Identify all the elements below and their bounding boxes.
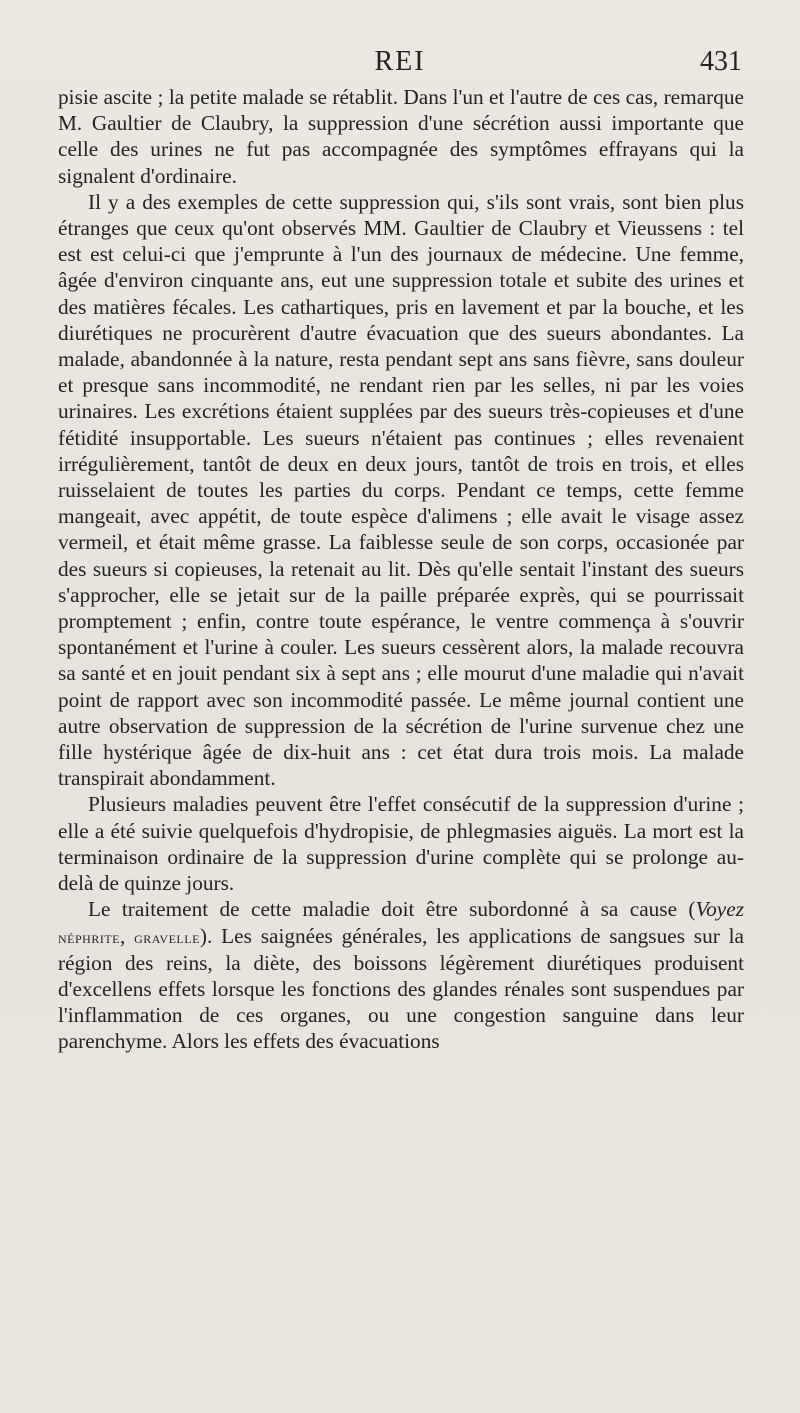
paragraph-4-text-end: ). Les saignées générales, les applications de sangsues sur la région des reins, la diète, des boissons légèrement diurétiques produisent d'excellens effets lorsque les fonctions des glandes rénales sont suspendues par l'inflammation de ces organes, ou une congestion sanguine dans leur parenchyme. Alors les effets des évacuations bbox=[58, 923, 744, 1054]
body-text bbox=[58, 84, 744, 1055]
paragraph-3: Plusieurs maladies peuvent être l'effet consécutif de la suppression d'urine ; elle a été suivie quelquefois d'hydropisie, de phlegmasies aiguës. La mort est la terminaison ordinaire de la suppression d'urine complète qui se prolonge au-delà de quinze jours. bbox=[58, 792, 744, 896]
cross-reference-gravelle: gravelle bbox=[134, 926, 200, 947]
voyez-word: Voyez bbox=[695, 897, 744, 922]
cross-reference-nephrite: néphrite bbox=[58, 926, 120, 947]
paragraph-4 bbox=[58, 896, 744, 1054]
page-number: 431 bbox=[700, 46, 742, 77]
running-head: REI bbox=[374, 46, 426, 77]
paragraph-2: Il y a des exemples de cette suppression qui, s'ils sont vrais, sont bien plus étranges que ceux qu'ont observés MM. Gaultier de Claubry et Vieussens : tel est est celui-ci que j'emprunte à l'un des journaux de médecine. Une femme, âgée d'environ cinquante ans, eut une suppression totale et subite des urines et des matières fécales. Les cathartiques, pris en lavement et par la bouche, et les diurétiques ne procurèrent d'autre évacuation que des sueurs abondantes. La malade, abandonnée à la nature, resta pendant sept ans sans fièvre, sans douleur et presque sans incommodité, ne rendant rien par les selles, ni par les voies urinaires. Les excrétions étaient supplées par des sueurs très-copieuses et d'une fétidité insupportable. Les sueurs n'étaient pas continues ; elles revenaient irrégulièrement, tantôt de deux en deux jours, tantôt de trois en trois, et elles ruisselaient de toutes les parties du corps. Pendant ce temps, cette femme mangeait, avec appétit, de toute espèce d'alimens ; elle avait le visage assez vermeil, et était même grasse. La faiblesse seule de son corps, occasionée par des sueurs si copieuses, la retenait au lit. Dès qu'elle sentait l'instant des sueurs s'approcher, elle se jetait sur de la paille préparée exprès, qui se pourrissait promptement ; enfin, contre toute espérance, le ventre commença à s'ouvrir spontanément et l'urine à couler. Les sueurs cessèrent alors, la malade recouvra sa santé et en jouit pendant six à sept ans ; elle mourut d'une maladie qui n'avait point de rapport avec son incommodité passée. Le même journal contient une autre observation de suppression de la sécrétion de l'urine survenue chez une fille hystérique âgée de dix-huit ans : cet état dura trois mois. La malade transpirait abondamment. bbox=[58, 189, 744, 791]
paragraph-4-text-start: Le traitement de cette maladie doit être subordonné à sa cause ( bbox=[88, 897, 696, 922]
paragraph-1: pisie ascite ; la petite malade se rétablit. Dans l'un et l'autre de ces cas, remarque M. Gaultier de Claubry, la suppression d'une sécrétion aussi importante que celle des urines ne fut pas accompagnée des symptômes effrayans qui la signalent d'ordinaire. bbox=[58, 85, 744, 188]
page-header bbox=[0, 46, 800, 82]
cross-reference-separator: , bbox=[120, 923, 135, 948]
